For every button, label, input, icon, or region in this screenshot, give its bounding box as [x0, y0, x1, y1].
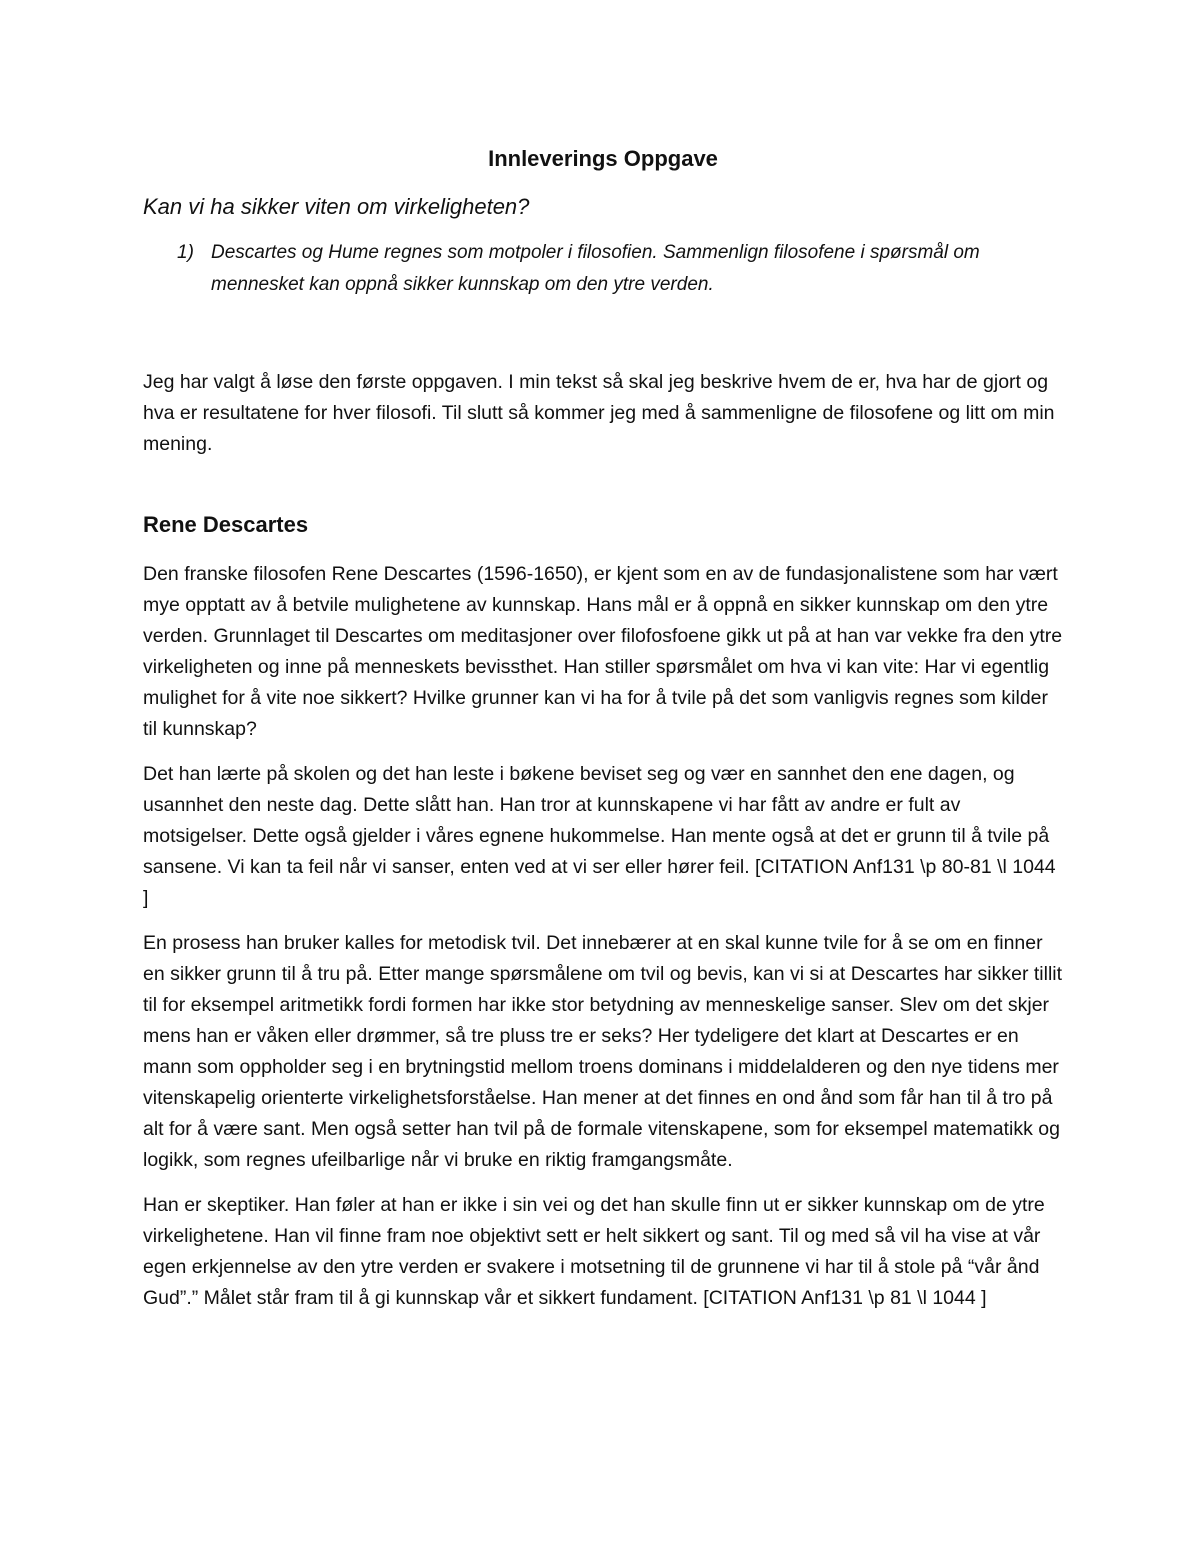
task-text: Descartes og Hume regnes som motpoler i filosofien. Sammenlign filosofene i spørsmål om mennesket kan oppnå sikker kunnskap om den ytre verden. [211, 242, 980, 295]
body-paragraph-4: Han er skeptiker. Han føler at han er ikke i sin vei og det han skulle finn ut er sikker kunnskap om de ytre virkelighetene. Han vil finne fram noe objektivt sett er helt sikkert og sant. Til og med så vil ha vise at vår egen erkjennelse av den ytre verden er svakere i motsetning til de grunnene vi har til å stole på “vår ånd Gud”.” Målet står fram til å gi kunnskap vår et sikkert fundament. [CITATION Anf131 \p 81 \l 1044 ] [143, 1194, 1045, 1309]
task-list-item [143, 237, 1063, 301]
document-subtitle: Kan vi ha sikker viten om virkeligheten? [143, 194, 530, 219]
task-number: 1) [177, 242, 194, 263]
document-content [143, 143, 1063, 1328]
body-paragraph-2: Det han lærte på skolen og det han leste i bøkene beviset seg og vær en sannhet den ene dagen, og usannhet den neste dag. Dette slått han. Han tror at kunnskapene vi har fått av andre er fult av motsigelser. Dette også gjelder i våres egnene hukommelse. Han mente også at det er grunn til å tvile på sansene. Vi kan ta feil når vi sanser, enten ved at vi ser eller hører feil. [CITATION Anf131 \p 80-81 \l 1044 ] [143, 763, 1056, 909]
section-heading: Rene Descartes [143, 512, 309, 537]
document-title: Innleverings Oppgave [488, 146, 718, 171]
intro-paragraph: Jeg har valgt å løse den første oppgaven. I min tekst så skal jeg beskrive hvem de er, hva har de gjort og hva er resultatene for hver filosofi. Til slutt så kommer jeg med å sammenligne de filosofene og litt om min mening. [143, 371, 1055, 455]
body-paragraph-3: En prosess han bruker kalles for metodisk tvil. Det innebærer at en skal kunne tvile for å se om en finner en sikker grunn til å tru på. Etter mange spørsmålene om tvil og bevis, kan vi si at Descartes har sikker tillit til for eksempel aritmetikk fordi formen har ikke stor betydning av menneskelige sanser. Slev om det skjer mens han er våken eller drømmer, så tre pluss tre er seks? Her tydeligere det klart at Descartes er en mann som oppholder seg i en brytningstid mellom troens dominans i middelalderen og den nye tidens mer vitenskapelig orienterte virkelighetsforståelse. Han mener at det finnes en ond ånd som får han til å tro på alt for å være sant. Men også setter han tvil på de formale vitenskapene, som for eksempel matematikk og logikk, som regnes ufeilbarlige når vi bruke en riktig framgangsmåte. [143, 932, 1063, 1171]
body-paragraph-1: Den franske filosofen Rene Descartes (1596-1650), er kjent som en av de fundasjonalistene som har vært mye opptatt av å betvile mulighetene av kunnskap. Hans mål er å oppnå en sikker kunnskap om den ytre verden. Grunnlaget til Descartes om meditasjoner over filofosfoene gikk ut på at han var vekke fra den ytre virkeligheten og inne på menneskets bevissthet. Han stiller spørsmålet om hva vi kan vite: Har vi egentlig mulighet for å vite noe sikkert? Hvilke grunner kan vi ha for å tvile på det som vanligvis regnes som kilder til kunnskap? [143, 563, 1063, 740]
